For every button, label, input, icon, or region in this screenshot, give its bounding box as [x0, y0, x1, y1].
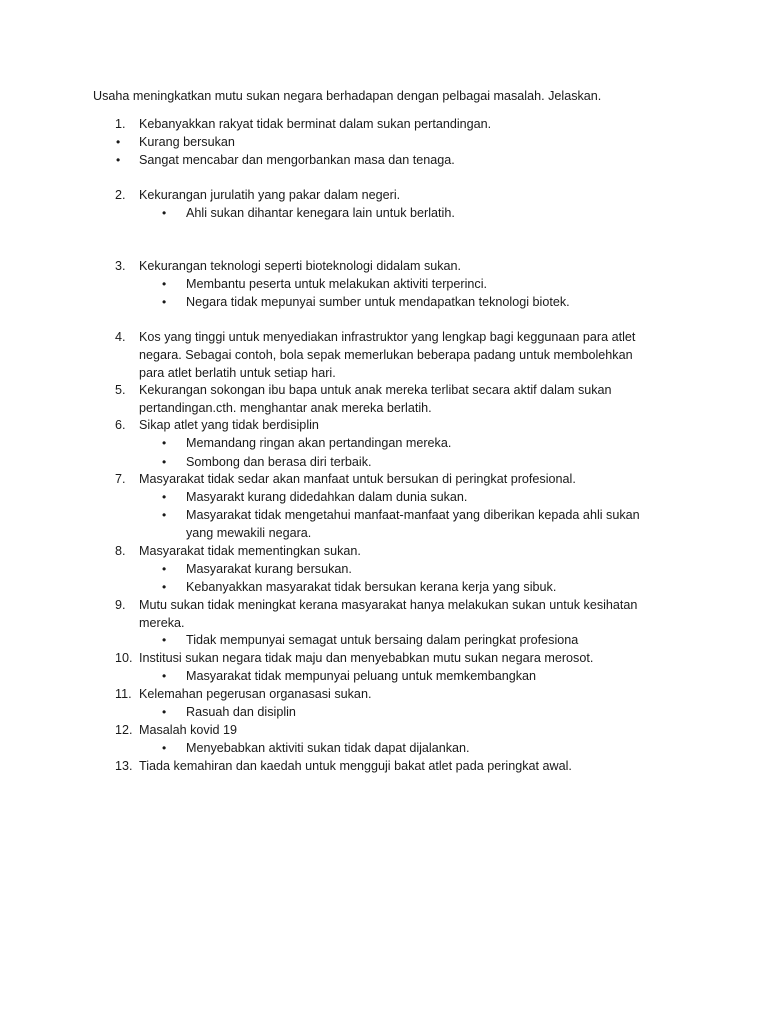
- list-item-text: para atlet berlatih untuk setiap hari.: [139, 366, 336, 380]
- list-item-text: Mutu sukan tidak meningkat kerana masyarakat hanya melakukan sukan untuk kesihatan: [139, 598, 638, 612]
- list-item-text: Memandang ringan akan pertandingan mereka.: [186, 436, 452, 450]
- bullet-icon: •: [116, 153, 121, 167]
- item-number: 10.: [115, 651, 133, 665]
- item-number: 6.: [115, 418, 126, 432]
- list-item-text: Masalah kovid 19: [139, 723, 238, 737]
- list-item-text: Negara tidak mepunyai sumber untuk mendapatkan teknologi biotek.: [186, 295, 570, 309]
- list-item-text: yang mewakili negara.: [186, 526, 312, 540]
- list-item-text: negara. Sebagai contoh, bola sepak memerlukan beberapa padang untuk membolehkan: [139, 348, 633, 362]
- item-number: 2.: [115, 188, 126, 202]
- bullet-icon: •: [162, 206, 167, 220]
- bullet-icon: •: [162, 741, 167, 755]
- bullet-icon: •: [162, 562, 167, 576]
- item-number: 12.: [115, 723, 133, 737]
- bullet-icon: •: [116, 135, 121, 149]
- list-item-text: Ahli sukan dihantar kenegara lain untuk berlatih.: [186, 206, 455, 220]
- bullet-icon: •: [162, 508, 167, 522]
- item-number: 9.: [115, 598, 126, 612]
- bullet-icon: •: [162, 669, 167, 683]
- item-number: 13.: [115, 759, 133, 773]
- item-number: 1.: [115, 117, 126, 131]
- list-item-text: Menyebabkan aktiviti sukan tidak dapat dijalankan.: [186, 741, 470, 755]
- list-item-text: Membantu peserta untuk melakukan aktiviti terperinci.: [186, 277, 487, 291]
- item-number: 4.: [115, 330, 126, 344]
- item-number: 3.: [115, 259, 126, 273]
- list-item-text: Kos yang tinggi untuk menyediakan infrastruktor yang lengkap bagi keggunaan para atlet: [139, 330, 636, 344]
- list-item-text: Kelemahan pegerusan organasasi sukan.: [139, 687, 372, 701]
- list-item-text: Sombong dan berasa diri terbaik.: [186, 455, 372, 469]
- list-item-text: Rasuah dan disiplin: [186, 705, 296, 719]
- bullet-icon: •: [162, 633, 167, 647]
- list-item-text: Kebanyakkan rakyat tidak berminat dalam sukan pertandingan.: [139, 117, 492, 131]
- bullet-icon: •: [162, 295, 167, 309]
- list-item-text: Kurang bersukan: [139, 135, 235, 149]
- bullet-icon: •: [162, 455, 167, 469]
- list-item-text: Kekurangan jurulatih yang pakar dalam negeri.: [139, 188, 401, 202]
- list-item-text: Kekurangan sokongan ibu bapa untuk anak mereka terlibat secara aktif dalam sukan: [139, 383, 612, 397]
- page-title: Usaha meningkatkan mutu sukan negara berhadapan dengan pelbagai masalah. Jelaskan.: [93, 89, 602, 103]
- list-item-text: Sikap atlet yang tidak berdisiplin: [139, 418, 319, 432]
- list-item-text: Tiada kemahiran dan kaedah untuk mengguji bakat atlet pada peringkat awal.: [139, 759, 572, 773]
- list-item-text: mereka.: [139, 616, 185, 630]
- list-item-text: Masyarakat tidak mempunyai peluang untuk memkembangkan: [186, 669, 537, 683]
- list-item-text: pertandingan.cth. menghantar anak mereka berlatih.: [139, 401, 432, 415]
- item-number: 5.: [115, 383, 126, 397]
- list-item-text: Masyarakat tidak sedar akan manfaat untuk bersukan di peringkat profesional.: [139, 472, 576, 486]
- item-number: 8.: [115, 544, 126, 558]
- list-item-text: Tidak mempunyai semagat untuk bersaing dalam peringkat profesiona: [186, 633, 579, 647]
- list-item-text: Kekurangan teknologi seperti bioteknologi didalam sukan.: [139, 259, 462, 273]
- list-item-text: Institusi sukan negara tidak maju dan menyebabkan mutu sukan negara merosot.: [139, 651, 594, 665]
- bullet-icon: •: [162, 490, 167, 504]
- bullet-icon: •: [162, 705, 167, 719]
- item-number: 11.: [115, 687, 132, 701]
- list-item-text: Masyarakt kurang didedahkan dalam dunia sukan.: [186, 490, 468, 504]
- list-item-text: Masyarakat tidak mementingkan sukan.: [139, 544, 361, 558]
- bullet-icon: •: [162, 277, 167, 291]
- bullet-icon: •: [162, 436, 167, 450]
- bullet-icon: •: [162, 580, 167, 594]
- list-item-text: Kebanyakkan masyarakat tidak bersukan kerana kerja yang sibuk.: [186, 580, 557, 594]
- item-number: 7.: [115, 472, 126, 486]
- list-item-text: Sangat mencabar dan mengorbankan masa dan tenaga.: [139, 153, 455, 167]
- list-item-text: Masyarakat tidak mengetahui manfaat-manfaat yang diberikan kepada ahli sukan: [186, 508, 640, 522]
- list-item-text: Masyarakat kurang bersukan.: [186, 562, 352, 576]
